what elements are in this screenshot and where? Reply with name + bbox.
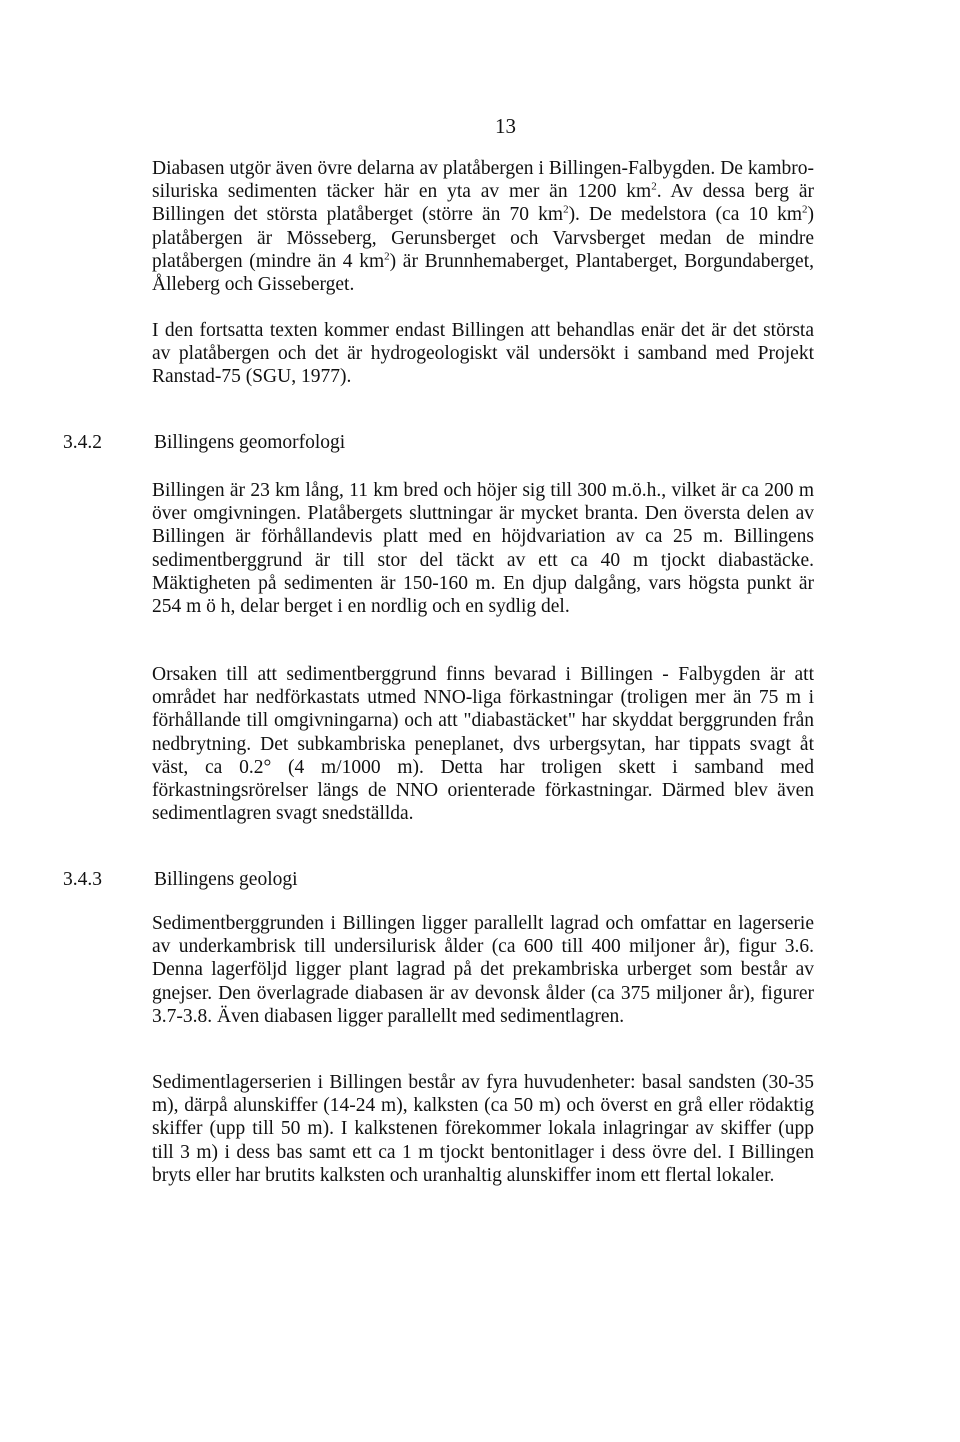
section-paragraph: Sedimentberggrunden i Billingen ligger parallellt lagrad och omfattar en lagerserie av underkambrisk till undersilurisk ålder (ca 600 till 400 miljoner år), figur 3.6. Denna lagerföljd ligger plant lagrad på det prekambriska urberget som består av gnejser. Den överlagrade diabasen är av devonsk ålder (ca 375 miljoner år), figurer 3.7-3.8. Även diabasen ligger parallellt med sedimentlagren. (152, 913, 814, 1027)
superscript: 2 (563, 203, 569, 216)
intro-text-part-5: ) är Brunnhemaberget, Plantaberget, Borgundaberget, Ålleberg och Gisseberget. (152, 250, 814, 296)
section-number: 3.4.2 (63, 432, 102, 453)
section-number: 3.4.3 (63, 869, 102, 890)
intro-text-part-4: ) platåbergen är Mösseberg, Gerunsberget och Varvsberget medan de mindre platåbergen (mindre än 4 km (152, 204, 814, 272)
intro-text-part-3: ). De medelstora (ca 10 km (568, 204, 802, 226)
intro-paragraph-2: I den fortsatta texten kommer endast Billingen att behandlas enär det är det största av platåbergen och det är hydrogeologiskt väl undersökt i samband med Projekt Ranstad-75 (SGU, 1977). (152, 320, 814, 388)
intro-text-part-2: . Av dessa berg är Billingen det största platåberget (större än 70 km (152, 181, 814, 226)
section-title: Billingens geomorfologi (154, 432, 346, 453)
superscript: 2 (384, 250, 390, 263)
intro-text-part-1: Diabasen utgör även övre delarna av platåbergen i Billingen-Falbygden. De kambro-siluriska sedimenten täcker här en yta av mer än 1200 km (152, 158, 814, 203)
intro-paragraph-1 (152, 157, 814, 296)
section-paragraph: Orsaken till att sedimentberggrund finns bevarad i Billingen - Falbygden är att området har nedförkastats utmed NNO-liga förkastningar (troligen mer än 75 m i förhållande till omgivningarna) och att "diabastäcket" har skyddat berggrunden från nedbrytning. Det subkambriska peneplanet, dvs urbergsytan, har tippats svagt åt väst, ca 0.2° (4 m/1000 m). Detta har troligen skett i samband med förkastningsrörelser längs de NNO orienterade förkastningar. Därmed blev även sedimentlagren svagt snedställda. (152, 664, 814, 825)
page-number: 13 (495, 114, 516, 138)
superscript: 2 (802, 203, 808, 216)
section-title: Billingens geologi (154, 869, 298, 890)
section-paragraph: Billingen är 23 km lång, 11 km bred och höjer sig till 300 m.ö.h., vilket är ca 200 m över omgivningen. Platåbergets sluttningar är mycket branta. Den översta delen av Billingen är förhållandevis platt med en höjdvariation av ca 25 m. Billingens sedimentberggrund är till stor del täckt av ett ca 40 m tjockt diabastäcke. Mäktigheten på sedimenten är 150-160 m. En djup dalgång, vars högsta punkt är 254 m ö h, delar berget i en nordlig och en sydlig del. (152, 480, 814, 618)
section-paragraph: Sedimentlagerserien i Billingen består av fyra huvudenheter: basal sandsten (30-35 m), därpå alunskiffer (14-24 m), kalksten (ca 50 m) och överst en grå eller rödaktig skiffer (upp till 50 m). I kalkstenen förekommer lokala inlagringar av skiffer (upp till 3 m) i dess bas samt ett ca 1 m tjockt bentonitlager i dess övre del. I Billingen bryts eller har brutits kalksten och uranhaltig alunskiffer inom ett flertal lokaler. (152, 1072, 814, 1186)
superscript: 2 (651, 180, 657, 193)
